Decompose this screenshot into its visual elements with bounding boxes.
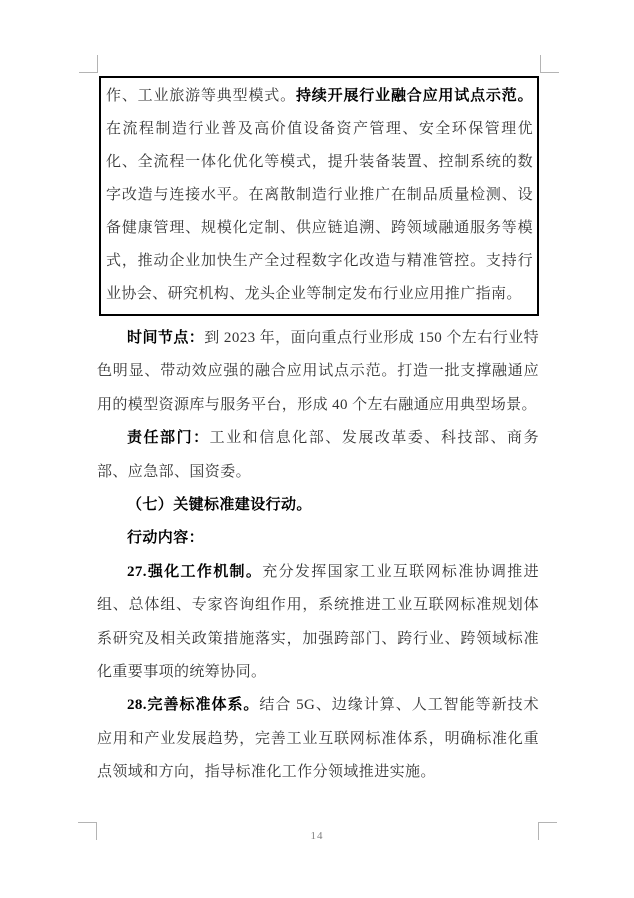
text-run: 工业和信息化部、发展改革委、科技部、商务部、应急部、国资委。 [97,430,539,480]
text-boundary-mark-top-left [79,55,98,73]
paragraph-item-28 [97,689,539,789]
bold-text-run: 27.强化工作机制。 [127,563,263,580]
bold-text-run: （七）关键标准建设行动。 [127,497,312,514]
bold-text-run: 持续开展行业融合应用试点示范。 [295,88,533,104]
text-run: 作、工业旅游等典型模式。 [106,88,296,104]
page-number: 14 [310,830,324,842]
bold-text-run: 行动内容： [127,530,205,547]
text-boundary-mark-top-right [540,55,559,73]
text-run: 在流程制造行业普及高价值设备资产管理、安全环保管理优化、全流程一体化优化等模式，提升装备装置、控制系统的数字改造与连接水平。在离散制造行业推广在制品质量检测、设备健康管理、规模化定制、供应链追溯、跨领域融通服务等模式，推动企业加快生产全过程数字化改造与精准管控。支持行业协会、研究机构、龙头企业等制定发布行业应用推广指南。 [106,121,533,302]
text-run: 结合 5G、边缘计算、人工智能等新技术应用和产业发展趋势，完善工业互联网标准体系，明确标准化重点领域和方向，指导标准化工作分领域推进实施。 [97,697,539,781]
paragraph-item-27 [97,556,539,690]
text-run: 到 2023 年，面向重点行业形成 150 个左右行业特色明显、带动效应强的融合应用试点示范。打造一批支撑融通应用的模型资源库与服务平台，形成 40 个左右融通应用典型场景。 [97,330,539,413]
boxed-paragraph [99,76,539,316]
bold-text-run: 28.完善标准体系。 [127,697,260,714]
text-run: 充分发挥国家工业互联网标准协调推进组、总体组、专家咨询组作用，系统推进工业互联网标准规划体系研究及相关政策措施落实，加强跨部门、跨行业、跨领域标准化重要事项的统筹协同。 [97,563,539,681]
bold-text-run: 时间节点： [127,330,205,346]
bold-text-run: 责任部门： [127,430,210,447]
paragraph-section-heading-7 [97,489,539,522]
paragraph-action-content-label [97,522,539,555]
paragraph-responsible-departments [97,422,539,489]
page-text-area [97,73,539,790]
paragraph-time-node [97,322,539,422]
